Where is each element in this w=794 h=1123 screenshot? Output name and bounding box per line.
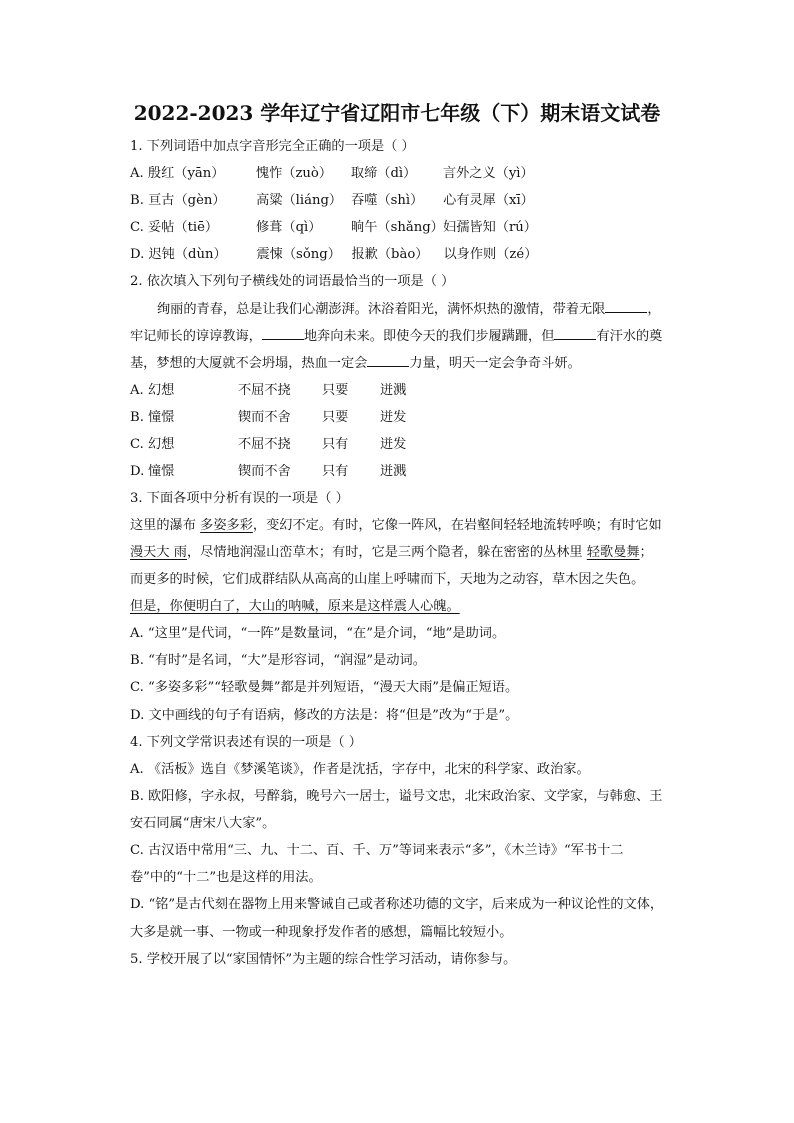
q3-passage-line-3: 而更多的时候，它们成群结队从高高的山崖上呼啸而下，天地为之动容，草木因之失色。: [130, 572, 645, 587]
q1-option-b: B. 亘古（gèn） 高粱（liáng） 吞噬（shì） 心有灵犀（xī）: [130, 193, 534, 208]
q4-option-b: B. 欧阳修，字永叔，号醉翁，晚号六一居士，谥号文忠，北宋政治家、文学家，与韩愈、王: [130, 789, 663, 804]
answer-blank: [262, 327, 304, 340]
q2-option-c: C. 幻想 不屈不挠 只有 迸发: [130, 437, 407, 452]
q4-stem: 4. 下列文学常识表述有误的一项是（ ）: [130, 735, 362, 750]
q3-option-d: D. 文中画线的句子有语病，修改的方法是：将“但是”改为“于是”。: [130, 708, 519, 723]
q1-stem: 1. 下列词语中加点字音形完全正确的一项是（ ）: [130, 139, 415, 154]
q1-option-c: C. 妥帖（tiē） 修葺（qì） 晌午（shǎng）妇孺皆知（rú）: [130, 220, 537, 235]
q3-passage-line-2: 漫天大 雨，尽情地润湿山峦草木；有时，它是三两个隐者，躲在密密的丛林里 轻歌曼舞；: [130, 545, 653, 560]
answer-blank: [605, 300, 647, 313]
answer-blank: [554, 327, 596, 340]
page-title: 2022-2023 学年辽宁省辽阳市七年级（下）期末语文试卷: [133, 101, 661, 125]
q3-option-b: B. “有时”是名词，“大”是形容词，“润湿”是动词。: [130, 653, 426, 668]
q2-passage-line-3: 基，梦想的大厦就不会坍塌，热血一定会 力量，明天一定会争奇斗妍。: [130, 356, 581, 371]
q1-option-a: A. 殷红（yān） 愧怍（zuò） 取缔（dì） 言外之义（yì）: [130, 166, 534, 181]
q3-underlined-sentence: 但是，你便明白了，大山的呐喊，原来是这样震人心魄。: [130, 599, 460, 614]
q2-stem: 2. 依次填入下列句子横线处的词语最恰当的一项是（ ）: [130, 274, 455, 289]
q2-option-a: A. 幻想 不屈不挠 只要 迸溅: [130, 383, 407, 398]
q3-passage-line-1: 这里的瀑布 多姿多彩，变幻不定。有时，它像一阵风，在岩壑间轻轻地流转呼唤；有时它如: [130, 518, 662, 533]
q4-option-d-cont: 大多是就一事、一物或一种现象抒发作者的感想，篇幅比较短小。: [130, 925, 513, 940]
q2-option-b: B. 憧憬 锲而不舍 只要 迸发: [130, 410, 407, 425]
q3-option-a: A. “这里”是代词，“一阵”是数量词，“在”是介词，“地”是助词。: [130, 626, 506, 641]
q4-option-b-cont: 安石同属“唐宋八大家”。: [130, 816, 276, 831]
q2-option-d: D. 憧憬 锲而不舍 只有 迸溅: [130, 464, 407, 479]
q3-stem: 3. 下面各项中分析有误的一项是（ ）: [130, 491, 349, 506]
q4-option-c-cont: 卷”中的“十二”也是这样的用法。: [130, 870, 322, 885]
q3-option-c: C. “多姿多彩”“轻歌曼舞”都是并列短语，“漫天大雨”是偏正短语。: [130, 680, 519, 695]
q5-stem: 5. 学校开展了以“家国情怀”为主题的综合性学习活动，请你参与。: [130, 952, 517, 967]
q4-option-d: D. “铭”是古代刻在器物上用来警诫自己或者称述功德的文字，后来成为一种议论性的文体，: [130, 897, 664, 912]
q4-option-c: C. 古汉语中常用“三、九、十二、百、千、万”等词来表示“多”，《木兰诗》“军书十二: [130, 843, 624, 858]
q1-option-d: D. 迟钝（dùn） 震悚（sǒng） 报歉（bào） 以身作则（zé）: [130, 247, 538, 262]
q2-passage-line-2: 牢记师长的谆谆教诲， 地奔向未来。即使今天的我们步履蹒跚，但 有汗水的奠: [130, 329, 663, 344]
q4-option-a: A. 《活板》选自《梦溪笔谈》，作者是沈括，字存中，北宋的科学家、政治家。: [130, 762, 590, 777]
q2-passage-line-1: 绚丽的青春，总是让我们心潮澎湃。沐浴着阳光，满怀炽热的激情，带着无限 ，: [157, 302, 661, 317]
answer-blank: [367, 354, 409, 367]
